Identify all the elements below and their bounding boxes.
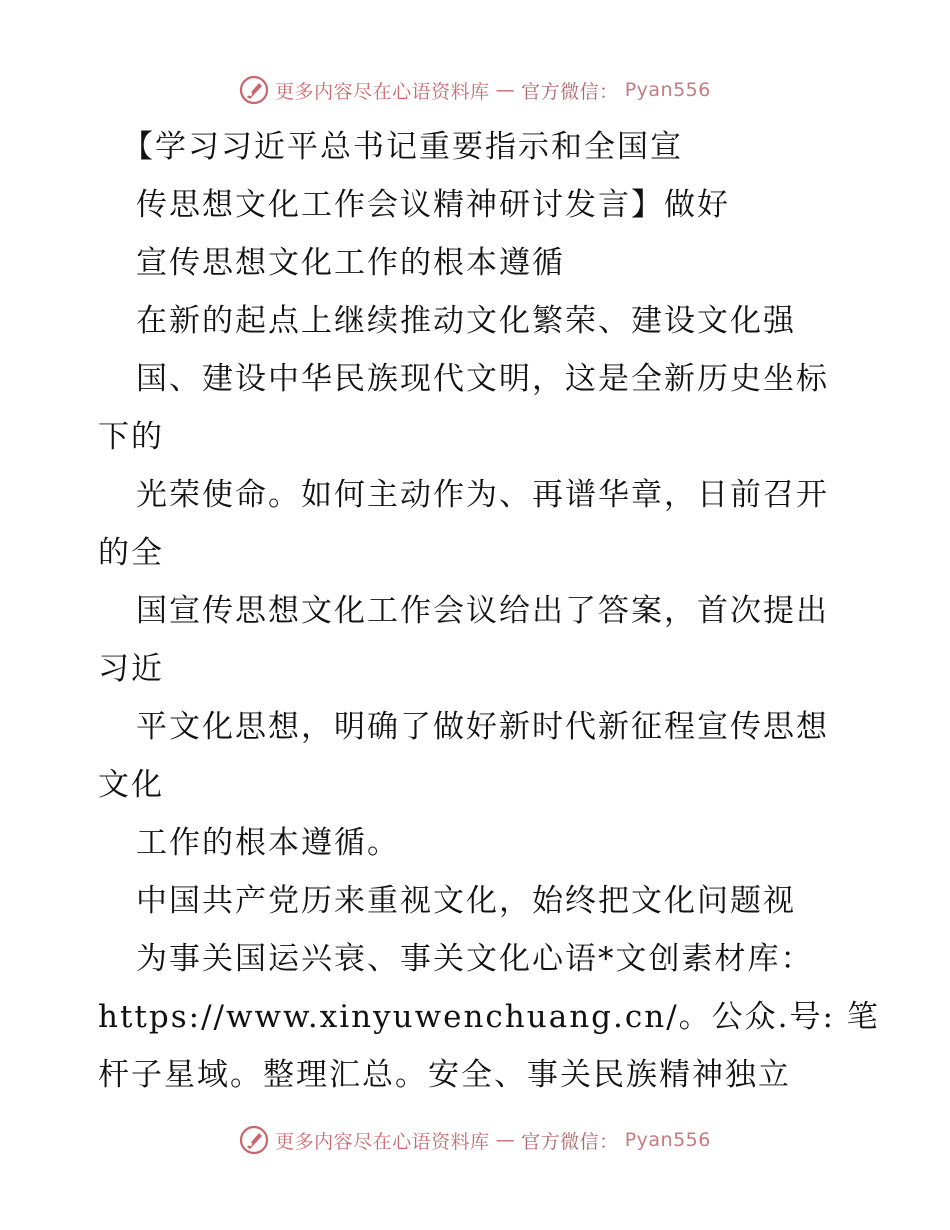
watermark-separator: —	[495, 1129, 516, 1151]
watermark-text: 更多内容尽在心语资料库	[275, 1130, 490, 1153]
watermark	[239, 75, 711, 105]
body-line: 工作的根本遵循。	[136, 825, 400, 861]
pen-logo-icon	[239, 75, 269, 105]
title-line: 【学习习近平总书记重要指示和全国宣	[122, 129, 683, 165]
watermark-separator: —	[495, 79, 516, 101]
watermark-label: 官方微信：	[521, 80, 619, 103]
body-line: 的全	[98, 535, 164, 571]
body-line: 国、建设中华民族现代文明，这是全新历史坐标	[136, 361, 829, 397]
watermark-label: 官方微信：	[521, 1130, 619, 1153]
watermark-id: Pyan556	[624, 1129, 711, 1151]
body-line: 文化	[98, 767, 164, 803]
body-line: 习近	[98, 651, 164, 687]
watermark-text: 更多内容尽在心语资料库	[275, 80, 490, 103]
page-footer-watermark	[0, 1120, 950, 1160]
body-line: 光荣使命。如何主动作为、再谱华章，日前召开	[136, 477, 829, 513]
body-line: 中国共产党历来重视文化，始终把文化问题视	[136, 883, 796, 919]
title-line: 宣传思想文化工作的根本遵循	[136, 245, 565, 281]
document-body	[0, 118, 950, 1104]
body-line: 杆子星域。整理汇总。安全、事关民族精神独立	[98, 1057, 791, 1093]
page-header-watermark	[0, 70, 950, 110]
body-line: 平文化思想，明确了做好新时代新征程宣传思想	[136, 709, 829, 745]
pen-logo-icon	[239, 1125, 269, 1155]
body-line: 下的	[98, 419, 164, 455]
body-line: 国宣传思想文化工作会议给出了答案，首次提出	[136, 593, 829, 629]
watermark-id: Pyan556	[624, 79, 711, 101]
body-line: 为事关国运兴衰、事关文化心语*文创素材库：	[136, 941, 814, 977]
body-line: https://www.xinyuwenchuang.cn/。公众.号: 笔	[98, 999, 880, 1035]
body-line: 在新的起点上继续推动文化繁荣、建设文化强	[136, 303, 796, 339]
title-line: 传思想文化工作会议精神研讨发言】做好	[136, 187, 730, 223]
watermark	[239, 1125, 711, 1155]
